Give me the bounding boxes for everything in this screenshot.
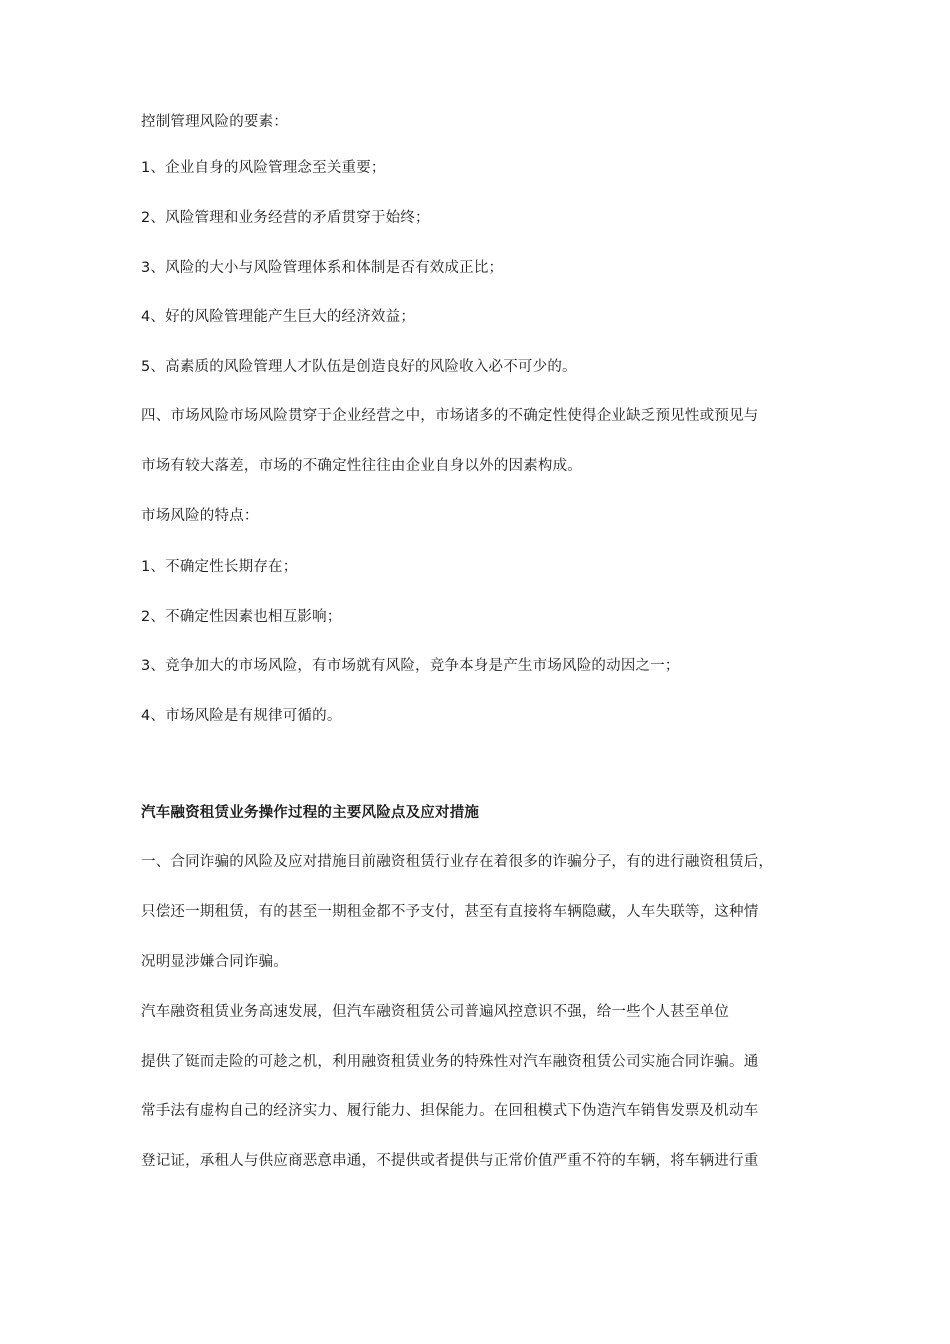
section-intro: 市场风险的特点： [141,508,259,524]
list-item: 4、市场风险是有规律可循的。 [141,708,342,724]
paragraph-line: 一、合同诈骗的风险及应对措施目前融资租赁行业存在着很多的诈骗分子，有的进行融资租赁后， [141,854,774,870]
paragraph-line: 四、市场风险市场风险贯穿于企业经营之中，市场诸多的不确定性使得企业缺乏预见性或预见与 [141,408,759,424]
list-item: 1、不确定性长期存在； [141,559,298,575]
section-heading: 汽车融资租赁业务操作过程的主要风险点及应对措施 [141,805,480,821]
list-item: 3、风险的大小与风险管理体系和体制是否有效成正比； [141,260,504,276]
paragraph-line: 汽车融资租赁业务高速发展，但汽车融资租赁公司普遍风控意识不强，给一些个人甚至单位 [141,1004,729,1020]
paragraph-line: 况明显涉嫌合同诈骗。 [141,954,288,970]
paragraph-line: 登记证，承租人与供应商恶意串通，不提供或者提供与正常价值严重不符的车辆，将车辆进行重 [141,1153,759,1169]
list-item: 2、风险管理和业务经营的矛盾贯穿于始终； [141,210,430,226]
section-intro: 控制管理风险的要素： [141,114,288,130]
list-item: 2、不确定性因素也相互影响； [141,609,342,625]
list-item: 4、好的风险管理能产生巨大的经济效益； [141,309,416,325]
paragraph-line: 常手法有虚构自己的经济实力、履行能力、担保能力。在回租模式下伪造汽车销售发票及机动车 [141,1103,759,1119]
paragraph-line: 提供了铤而走险的可趁之机，利用融资租赁业务的特殊性对汽车融资租赁公司实施合同诈骗。通 [141,1054,759,1070]
list-item: 1、企业自身的风险管理念至关重要； [141,160,386,176]
list-item: 5、高素质的风险管理人才队伍是创造良好的风险收入必不可少的。 [141,359,577,375]
paragraph-line: 市场有较大落差，市场的不确定性往往由企业自身以外的因素构成。 [141,458,582,474]
list-item: 3、竞争加大的市场风险，有市场就有风险，竞争本身是产生市场风险的动因之一； [141,658,680,674]
paragraph-line: 只偿还一期租赁，有的甚至一期租金都不予支付，甚至有直接将车辆隐藏，人车失联等，这种情 [141,904,759,920]
